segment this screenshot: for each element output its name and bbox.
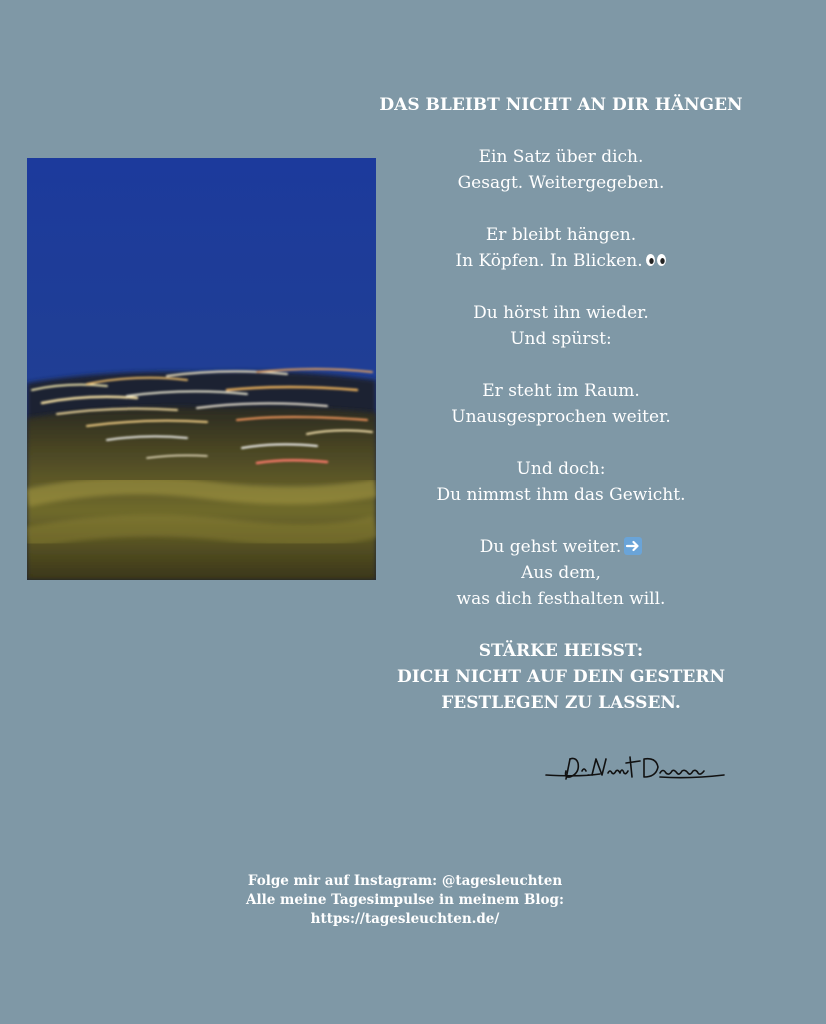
poem-line: Er steht im Raum. bbox=[482, 381, 640, 401]
blog-url: https://tagesleuchten.de/ bbox=[310, 911, 500, 927]
poem-title: DAS BLEIBT NICHT AN DIR HÄNGEN bbox=[379, 95, 743, 115]
poem-line-text: Du gehst weiter. bbox=[479, 537, 622, 557]
poem-line-with-arrow bbox=[376, 534, 746, 560]
poem-line-text: In Köpfen. In Blicken. bbox=[455, 251, 643, 271]
poem-line: Aus dem, bbox=[521, 563, 601, 583]
instagram-line: Folge mir auf Instagram: @tagesleuchten bbox=[247, 873, 563, 889]
stanza bbox=[376, 222, 746, 274]
handwritten-signature bbox=[540, 745, 730, 791]
poem-line-with-eyes bbox=[376, 248, 746, 274]
footer bbox=[200, 872, 610, 929]
stanza bbox=[376, 378, 746, 430]
poem-line: Ein Satz über dich. bbox=[478, 147, 644, 167]
poem-line: Du hörst ihn wieder. bbox=[473, 303, 649, 323]
poem-line: Unausgesprochen weiter. bbox=[451, 407, 671, 427]
poem-line: Und doch: bbox=[516, 459, 606, 479]
right-arrow-icon bbox=[624, 537, 642, 555]
poem-line: DICH NICHT AUF DEIN GESTERN bbox=[397, 667, 725, 687]
blog-line: Alle meine Tagesimpulse in meinem Blog: bbox=[246, 892, 564, 908]
poem-line: Du nimmst ihm das Gewicht. bbox=[436, 485, 686, 505]
blurred-city-lights-photo bbox=[27, 158, 376, 580]
stanza bbox=[376, 456, 746, 508]
stanza bbox=[376, 534, 746, 612]
poem-line: STÄRKE HEISST: bbox=[478, 641, 644, 661]
stanza bbox=[376, 144, 746, 196]
stanza bbox=[376, 300, 746, 352]
poem bbox=[376, 92, 746, 716]
poem-line: was dich festhalten will. bbox=[456, 589, 666, 609]
stanza-closing bbox=[376, 638, 746, 716]
poem-line: Er bleibt hängen. bbox=[485, 225, 637, 245]
poem-line: Gesagt. Weitergegeben. bbox=[457, 173, 665, 193]
poem-line: Und spürst: bbox=[510, 329, 612, 349]
eyes-icon bbox=[645, 249, 667, 263]
poem-line: FESTLEGEN ZU LASSEN. bbox=[441, 693, 681, 713]
